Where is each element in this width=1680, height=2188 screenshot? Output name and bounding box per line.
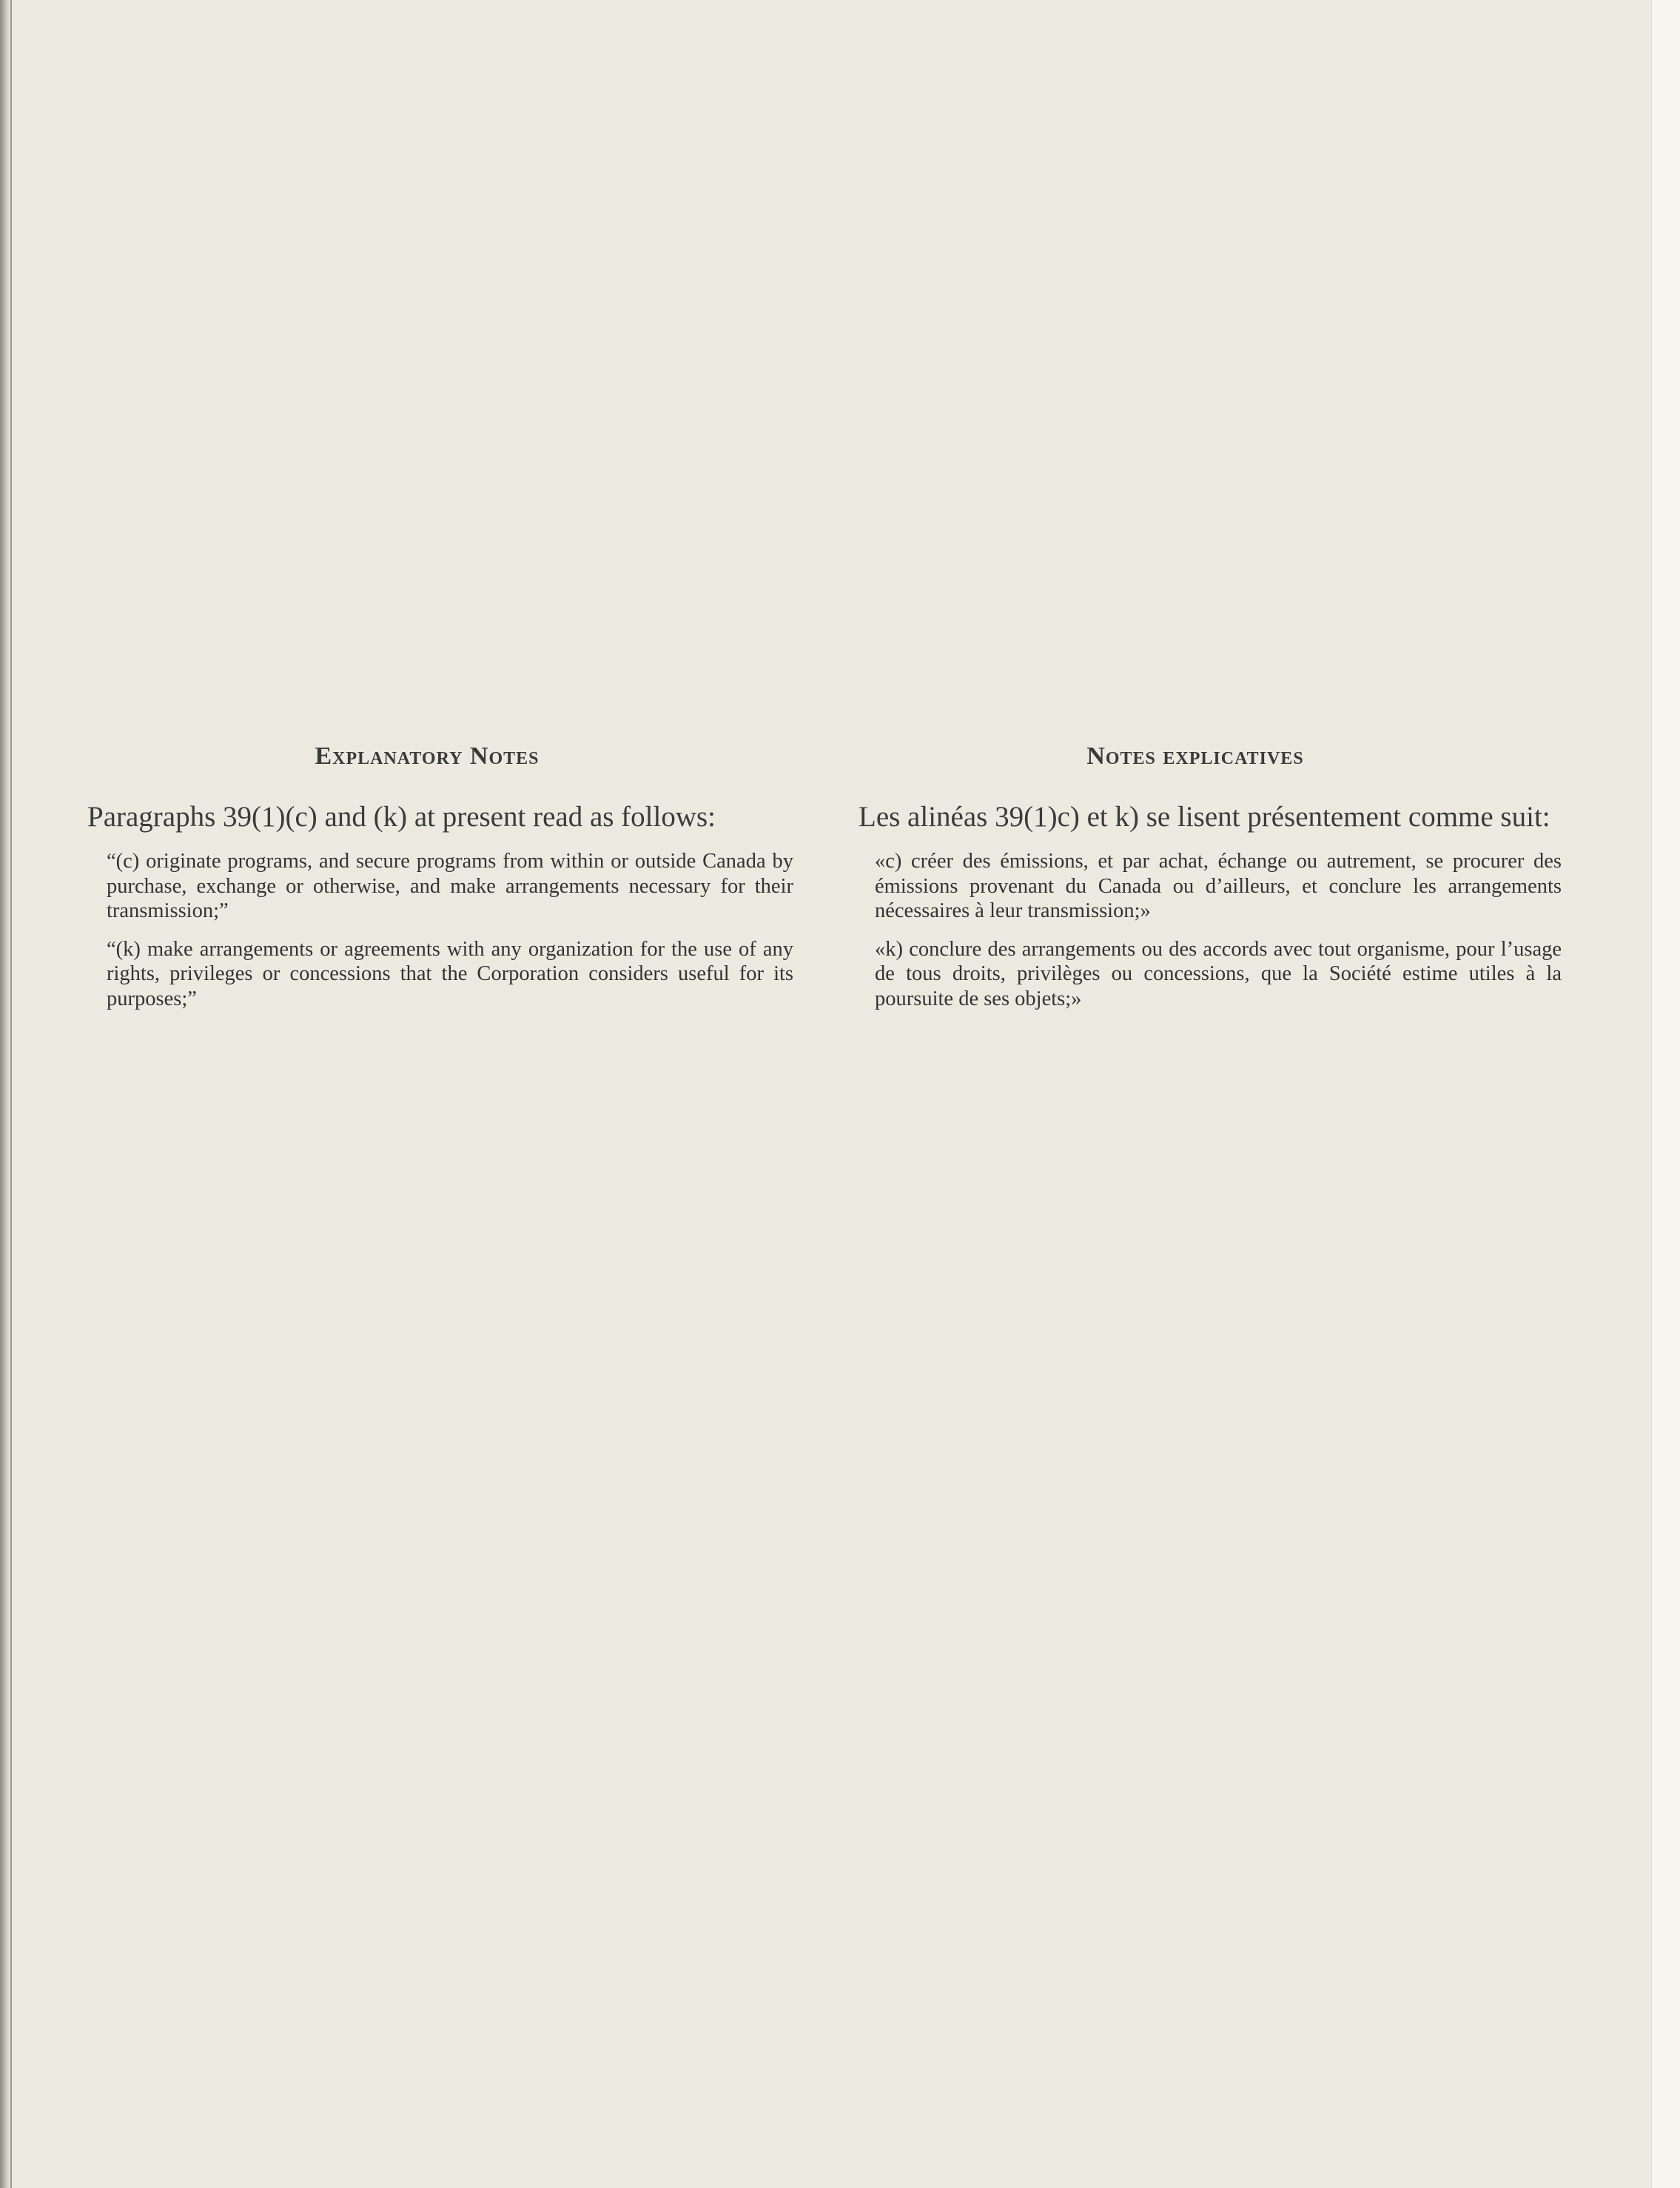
french-intro: Les alinéas 39(1)c) et k) se lisent présentement comme suit: [859,801,1550,833]
english-quote-c: “(c) originate programs, and secure programs from within or outside Canada by purchase, exchange or otherwise, and make arrangements necessary for their transmission;” [107,850,793,922]
english-intro: Paragraphs 39(1)(c) and (k) at present read as follows: [87,801,716,833]
english-heading: Explanatory Notes [315,742,540,770]
french-quote-k: «k) conclure des arrangements ou des accords avec tout organisme, pour l’usage de tous droits, privilèges ou concessions, que la Société estime utiles à la poursuite de ses objets;» [875,937,1562,1010]
page-right-margin [1651,0,1680,2188]
page-binding-edge [0,0,10,2188]
french-heading: Notes explicatives [1086,742,1304,770]
french-quote-c: «c) créer des émissions, et par achat, échange ou autrement, se procurer des émissions provenant du Canada ou d’ailleurs, et conclure les arrangements nécessaires à leur transmission;» [875,850,1562,922]
english-quote-k: “(k) make arrangements or agreements with any organization for the use of any rights, privileges or concessions that the Corporation considers useful for its purposes;” [107,937,793,1010]
english-notes-column [61,742,793,1024]
french-notes-column [829,742,1562,1024]
page-edge-line [10,0,12,2188]
